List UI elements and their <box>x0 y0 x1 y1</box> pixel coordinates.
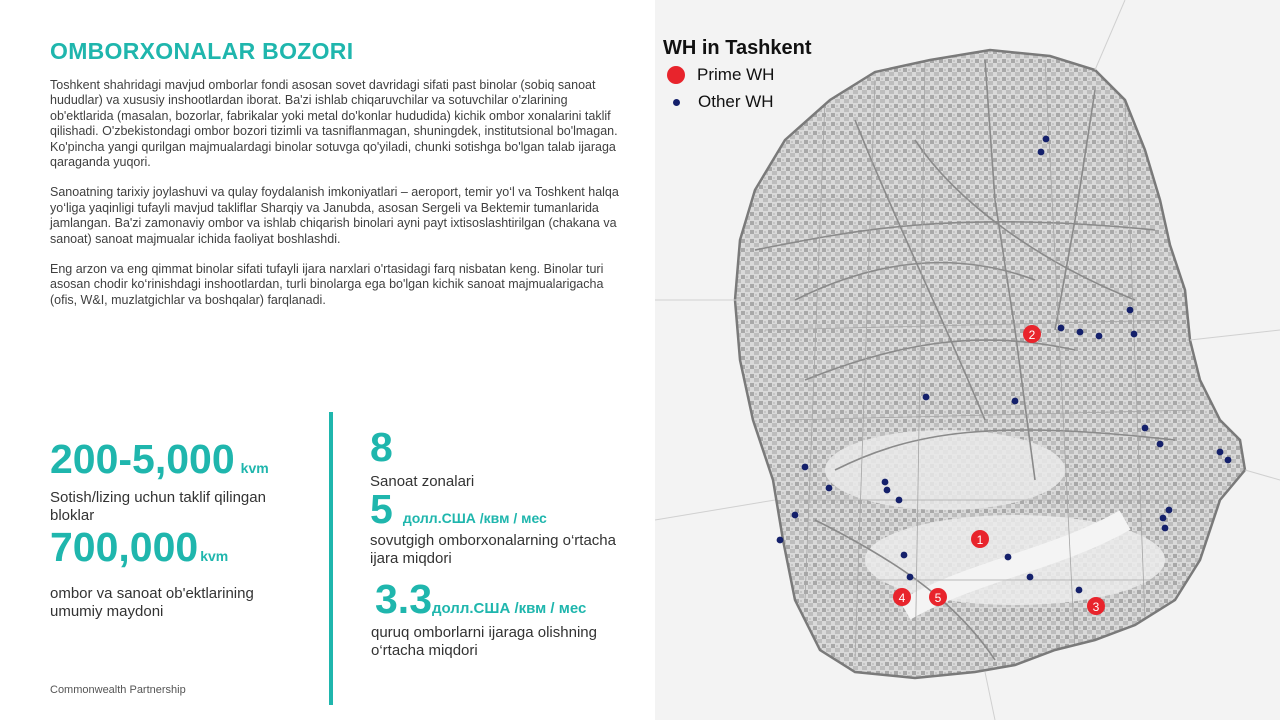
other-wh-marker <box>1058 325 1065 332</box>
legend-other <box>667 92 774 112</box>
other-wh-marker <box>1217 449 1224 456</box>
description-text <box>50 78 625 323</box>
stat-area-desc: ombor va sanoat ob'ektlarining umumiy maydoni <box>50 585 254 620</box>
legend-other-label: Other WH <box>698 92 774 111</box>
other-wh-marker <box>1012 398 1019 405</box>
other-wh-marker <box>884 487 891 494</box>
stat-dry-rent-number: 3.3 <box>375 576 432 622</box>
prime-wh-marker-1 <box>971 530 989 548</box>
other-wh-marker <box>1076 587 1083 594</box>
stat-area-number: 700,000 <box>50 524 199 570</box>
other-wh-marker <box>1096 333 1103 340</box>
other-wh-marker <box>1077 329 1084 336</box>
other-wh-marker <box>1162 525 1169 532</box>
other-wh-marker <box>1005 554 1012 561</box>
paragraph-3: Eng arzon va eng qimmat binolar sifati tufayli ijara narxlari o'rtasidagi farq nisbatan keng. Binolar turi asosan chodir ko‘rinishdagi inshootlardan, turli binolarga ega bo'lgan kichik sanoat majmualarigacha (ofis, W&I, muzlatgichlar va boshqalar) farqlanadi. <box>50 262 604 307</box>
prime-wh-marker-3 <box>1087 597 1105 615</box>
paragraph-1: Toshkent shahridagi mavjud omborlar fondi asosan sovet davridagi sifati past binolar (sobiq sanoat hududlar) va xususiy inshootlardan iborat. Ba'zi ishlab chiqaruvchilar va sotuvchilar o'zlarining ob'ektlarida (masalan, bozorlar, fabrikalar yoki metal do'konlar hududida) kichik ombor xonalarini taklif qilishadi. O'zbekistondagi ombor bozori tizimli va tasniflanmagan, shuningdek, institutsional bo'lmagan. Ko'pincha yangi qurilgan majmualardagi binolar sotuvga qo'yiladi, chunki sotishga bo'lgan talab ijaraga qaraganda yuqori. <box>50 78 618 170</box>
stat-area-value <box>50 524 228 571</box>
prime-wh-marker-4 <box>893 588 911 606</box>
stat-blocks-unit: kvm <box>240 460 269 476</box>
other-wh-marker <box>802 464 809 471</box>
other-wh-marker <box>1142 425 1149 432</box>
other-wh-marker <box>896 497 903 504</box>
legend-title: WH in Tashkent <box>663 37 812 59</box>
other-wh-marker <box>1225 457 1232 464</box>
prime-wh-label-5: 5 <box>934 591 942 605</box>
paragraph-2: Sanoatning tarixiy joylashuvi va qulay foydalanish imkoniyatlari – aeroport, temir yo‘l va Toshkent halqa yo‘liga yaqinligi tufayli mavjud takliflar Sharqiy va Janubda, asosan Sergeli va Bektemir tumanlarida jamlangan. Ba'zi zamonaviy ombor va ishlab chiqarish binolari ayni payt ixtisoslashtirilgan (chakana va sanoat) sanoat majmualar ichida faoliyat boshlashdi. <box>50 185 619 246</box>
other-wh-marker <box>882 479 889 486</box>
other-wh-marker <box>1027 574 1034 581</box>
divider-line <box>329 412 333 705</box>
stat-blocks-desc: Sotish/lizing uchun taklif qilingan bloklar <box>50 489 266 524</box>
prime-wh-label-1: 1 <box>976 533 984 547</box>
prime-wh-marker-2 <box>1023 325 1041 343</box>
stat-cold-rent-value <box>370 486 547 533</box>
other-wh-marker <box>826 485 833 492</box>
other-wh-marker <box>777 537 784 544</box>
stat-cold-rent-number: 5 <box>370 486 393 532</box>
other-wh-marker <box>1131 331 1138 338</box>
prime-dot-icon <box>667 66 685 84</box>
stat-cold-rent-unit: долл.США /квм / мес <box>402 510 547 526</box>
page-title: OMBORXONALAR BOZORI <box>50 38 354 64</box>
other-wh-marker <box>1157 441 1164 448</box>
stat-dry-rent-desc: quruq omborlarni ijaraga olishning o‘rtacha miqdori <box>371 624 597 659</box>
legend-prime-label: Prime WH <box>697 65 775 84</box>
prime-wh-marker-5 <box>929 588 947 606</box>
other-wh-marker <box>1038 149 1045 156</box>
stat-zones-desc: Sanoat zonalari <box>370 473 475 490</box>
footer-source: Commonwealth Partnership <box>50 684 186 696</box>
other-wh-marker <box>923 394 930 401</box>
other-wh-marker <box>1166 507 1173 514</box>
other-wh-marker <box>1160 515 1167 522</box>
other-wh-marker <box>1127 307 1134 314</box>
prime-wh-label-2: 2 <box>1028 328 1036 342</box>
other-wh-marker <box>907 574 914 581</box>
stat-blocks-number: 200-5,000 <box>50 436 235 482</box>
stat-zones-value: 8 <box>370 424 393 470</box>
stat-dry-rent-unit: долл.США /квм / мес <box>432 600 587 617</box>
stat-area-unit: kvm <box>200 548 229 564</box>
other-wh-marker <box>792 512 799 519</box>
prime-wh-label-4: 4 <box>898 591 906 605</box>
stat-blocks-value <box>50 436 269 483</box>
prime-wh-label-3: 3 <box>1092 600 1100 614</box>
other-dot-icon <box>673 99 680 106</box>
other-wh-marker <box>1043 136 1050 143</box>
legend-prime <box>667 65 774 85</box>
stat-dry-rent-value <box>375 576 586 623</box>
stat-cold-rent-desc: sovutgigh omborxonalarning o‘rtacha ijara miqdori <box>370 532 616 567</box>
other-wh-marker <box>901 552 908 559</box>
